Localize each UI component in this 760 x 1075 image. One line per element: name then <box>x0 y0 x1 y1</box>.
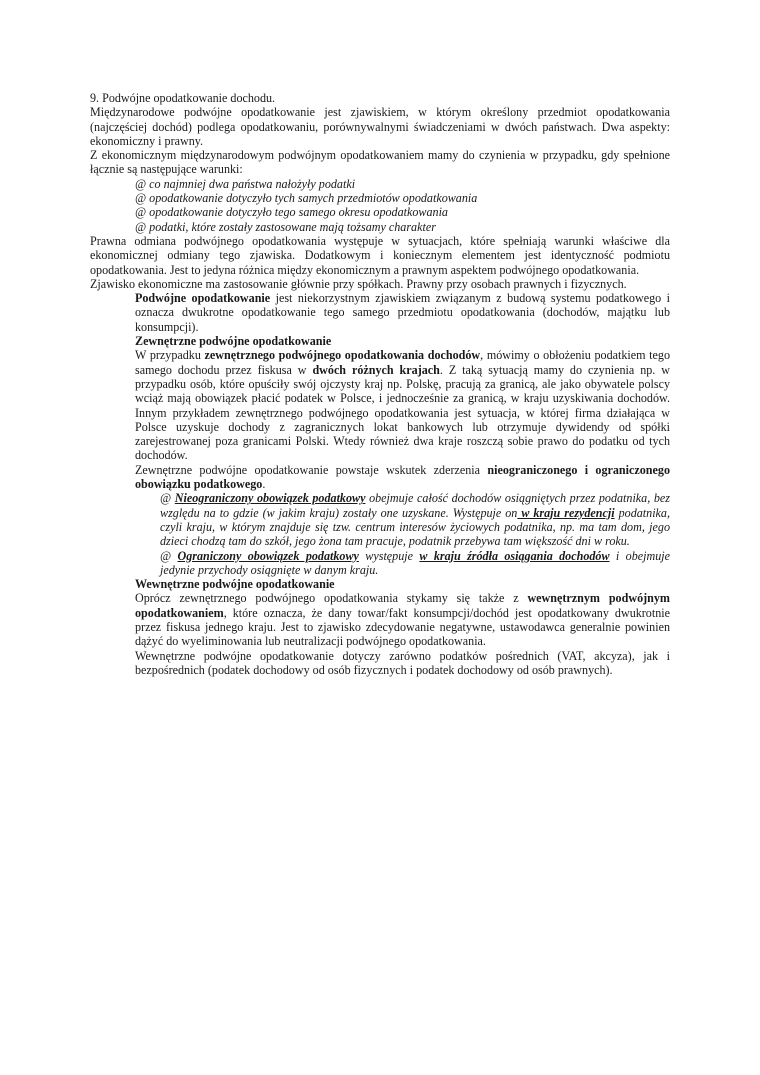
text-run: , mówimy o obłożeniu podatkiem tego samego dochodu przez fiskusa w <box>135 348 670 377</box>
document-page <box>90 91 670 677</box>
at-marker: @ <box>160 548 178 563</box>
definition-term: Podwójne opodatkowanie <box>135 291 271 306</box>
legal-paragraph: Prawna odmiana podwójnego opodatkowania występuje w sytuacjach, które spełniają warunki właściwe dla ekonomicznej odmiany tego zjawiska. Dodatkowym i koniecznym elementem jest identyczność podmiotu opodatkowania. Jest to jedyna różnica między ekonomicznym a prawnym aspektem podwójnego opodatkowania. <box>90 233 670 277</box>
text-run: Zewnętrzne podwójne opodatkowanie powstaje wskutek zderzenia <box>135 462 488 477</box>
bold-run: dwóch różnych krajach <box>312 362 440 377</box>
condition-3: @ opodatkowanie dotyczyło tego samego okresu opodatkowania <box>135 205 448 220</box>
applies-paragraph: Zjawisko ekonomiczne ma zastosowanie głównie przy spółkach. Prawny przy osobach prawnych i fizycznych. <box>90 276 627 291</box>
unlimited-obligation-note <box>90 491 670 548</box>
text-run: , które oznacza, że dany towar/fakt konsumpcji/dochód jest opodatkowany dwukrotnie przez fiskusa jednego kraju. Jest to zjawisko zdecydowanie negatywne, ustawodawca generalnie powinien dążyć do wyeliminowania lub neutralizacji podwójnego opodatkowania. <box>135 605 670 649</box>
internal-paragraph-2: Wewnętrzne podwójne opodatkowanie dotyczy zarówno podatków pośrednich (VAT, akcyza), jak i bezpośrednich (podatek dochodowy od osób fizycznych i podatek dochodowy od osób prawnych). <box>135 648 670 677</box>
bold-run: wewnętrznym podwójnym opodatkowaniem <box>135 591 670 620</box>
internal-paragraph-1 <box>90 591 670 648</box>
condition-1: @ co najmniej dwa państwa nałożyły podatki <box>135 176 356 191</box>
text-run: i obejmuje jedynie przychody osiągnięte w danym kraju. <box>160 548 670 577</box>
text-run: . <box>262 477 266 492</box>
underlined-term: Nieograniczony obowiązek podatkowy <box>174 491 366 506</box>
bold-run: nieograniczonego i ograniczonego obowiązku podatkowego <box>135 462 670 492</box>
bold-run: zewnętrznego podwójnego opodatkowania dochodów <box>204 348 481 363</box>
text-run: podatnika, czyli kraju, w którym znajduje się tzw. centrum interesów życiowych podatnika, np. ma tam dom, jego dzieci chodzą tam do szkół, jego żona tam pracuje, podatnik przebywa tam większość dni w roku. <box>160 505 670 549</box>
text-run: występuje <box>358 548 420 563</box>
text-run: W przypadku <box>135 348 205 363</box>
underlined-term: w kraju rezydencji <box>517 505 615 520</box>
underlined-term: Ograniczony obowiązek podatkowy <box>177 548 359 563</box>
external-heading: Zewnętrzne podwójne opodatkowanie <box>135 334 332 349</box>
condition-2: @ opodatkowanie dotyczyło tych samych przedmiotów opodatkowania <box>135 191 478 206</box>
external-paragraph-2 <box>90 463 670 492</box>
external-paragraph-1 <box>90 348 670 462</box>
condition-4: @ podatki, które zostały zastosowane mają tożsamy charakter <box>135 219 436 234</box>
text-run: Oprócz zewnętrznego podwójnego opodatkowania stykamy się także z <box>135 591 528 606</box>
underlined-term: w kraju źródła osiągania dochodów <box>419 548 610 563</box>
internal-heading: Wewnętrzne podwójne opodatkowanie <box>135 577 335 592</box>
section-title: 9. Podwójne opodatkowanie dochodu. <box>90 91 276 105</box>
intro-paragraph: Międzynarodowe podwójne opodatkowanie jest zjawiskiem, w którym określony przedmiot opodatkowania (najczęściej dochód) podlega opodatkowaniu, porównywalnymi świadczeniami w dwóch państwach. Dwa aspekty: ekonomiczny i prawny. <box>90 105 670 148</box>
text-run: . Z taką sytuacją mamy do czynienia np. w przypadku osób, które opuściły swój ojczysty kraj np. Polskę, pracują za granicą, ale jako obywatele polscy wciąż mają obowiązek płacić podatek w Polsce, i jednocześnie za granicą, w kraju uzyskiwania dochodów. Innym przykładem zewnętrznego podwójnego opodatkowania jest sytuacja, w której firma działająca w Polsce uzyskuje dochody z zagranicznych lokat bankowych lub otrzymuje dywidendy od spółki zarejestrowanej poza granicami Polski. Wtedy również dwa kraje roszczą sobie prawo do podatku od tych dochodów. <box>135 362 670 463</box>
at-marker: @ <box>160 491 175 506</box>
text-run: obejmuje całość dochodów osiągniętych przez podatnika, bez względu na to gdzie (w jakim kraju) zostały one uzyskane. Występuje on <box>160 491 670 520</box>
limited-obligation-note <box>90 549 670 578</box>
definition-text: jest niekorzystnym zjawiskiem związanym z budową systemu podatkowego i oznacza dwukrotne opodatkowanie tego samego przedmiotu opodatkowania (dochodów, majątku lub konsumpcji). <box>135 291 670 334</box>
economic-intro-paragraph: Z ekonomicznym międzynarodowym podwójnym opodatkowaniem mamy do czynienia w przypadku, gdy spełnione łącznie są następujące warunki: <box>90 148 670 177</box>
definition-paragraph <box>90 291 670 334</box>
